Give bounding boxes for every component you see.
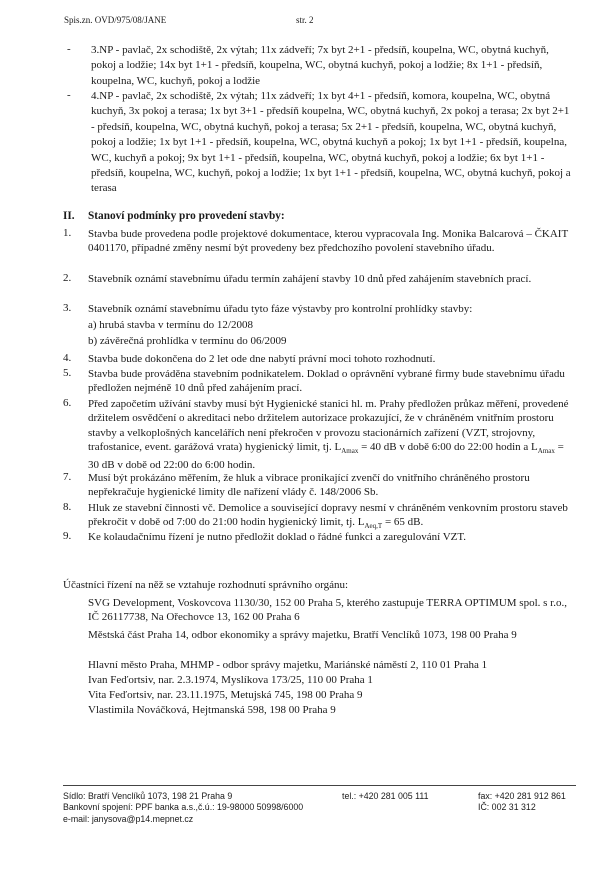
condition-number: 5. (63, 367, 72, 379)
footer-ic: IČ: 002 31 312 (478, 802, 536, 813)
condition-text: Stavebník oznámí stavebnímu úřadu tyto fáze výstavby pro kontrolní prohlídky stavby: (88, 303, 473, 315)
condition-text: Ke kolaudačnímu řízení je nutno předložit doklad o řádné funkci a zaregulování VZT. (88, 531, 467, 543)
footer-fax: fax: +420 281 912 861 (478, 791, 566, 801)
condition-text: Stavba bude dokončena do 2 let ode dne nabytí právní moci tohoto rozhodnutí. (88, 353, 436, 365)
participant-item: SVG Development, Voskovcova 1130/30, 152 00 Praha 5, kterého zastupuje TERRA OPTIMUM spol. s r.o., IČ 26117738, Na Ořechovce 13, 162 00 Praha 6 (88, 597, 567, 624)
section-number: II. (63, 210, 75, 222)
footer-bank: Bankovní spojení: PPF banka a.s.,č.ú.: 19-98000 50998/6000 (63, 802, 304, 813)
phase-item: b) závěrečná prohlídka v termínu do 06/2009 (88, 335, 287, 347)
condition-text-part: = 40 dB v době 6:00 do 22:00 hodin a L (358, 440, 538, 453)
list-dash: - (67, 89, 71, 101)
list-dash: - (67, 43, 71, 55)
footer-left (63, 791, 333, 825)
condition-text-part: = 65 dB. (382, 516, 424, 529)
participant-item: Vita Feďortsiv, nar. 23.11.1975, Metujská 745, 198 00 Praha 9 (88, 689, 363, 701)
page-number: str. 2 (296, 15, 314, 25)
footer-middle (342, 791, 472, 802)
condition-text (88, 397, 574, 473)
subscript: Aeq,T (364, 522, 383, 531)
condition-number: 7. (63, 471, 72, 483)
condition-text-part: Hluk ze stavební činnosti vč. Demolice a související dopravy nesmí v chráněném venkovním prostoru staveb překročit v době od 7:00 do 21:00 hodin hygienický limit, tj. L (88, 502, 568, 529)
participants-heading: Účastníci řízení na něž se vztahuje rozhodnutí správního orgánu: (63, 579, 349, 591)
condition-text: Stavba bude provedena podle projektové dokumentace, kterou vypracovala Ing. Monika Balcarová – ČKAIT 0401170, případné změny nesmí být provedeny bez předchozího povolení stavebního úřadu. (88, 228, 568, 255)
floor-3np-description: 3.NP - pavlač, 2x schodiště, 2x výtah; 11x zádveří; 7x byt 2+1 - předsíň, koupelna, WC, obytná kuchyň, pokoj a lodžie; 14x byt 1+1 - předsíň, koupelna, WC, obytná kuchyň, pokoj a lodžie; 8x 1+1 - předsíň, koupelna, WC, kuchyň, pokoj a lodžie (91, 44, 549, 87)
participant-item: Hlavní město Praha, MHMP - odbor správy majetku, Mariánské náměstí 2, 110 01 Praha 1 (88, 659, 488, 671)
condition-number: 4. (63, 352, 72, 364)
participant-item: Ivan Feďortsiv, nar. 2.3.1974, Myslíkova 173/25, 110 00 Praha 1 (88, 674, 373, 686)
document-reference: Spis.zn. OVD/975/08/JANE (64, 15, 167, 25)
phase-item: a) hrubá stavba v termínu do 12/2008 (88, 319, 253, 331)
footer-divider (63, 785, 576, 786)
condition-number: 6. (63, 397, 72, 409)
section-title: Stanoví podmínky pro provedení stavby: (88, 210, 285, 222)
footer-address: Sídlo: Bratří Venclíků 1073, 198 21 Praha 9 (63, 791, 233, 801)
participant-item: Městská část Praha 14, odbor ekonomiky a správy majetku, Bratří Venclíků 1073, 198 00 Praha 9 (88, 629, 517, 641)
subscript: Amax (537, 447, 555, 456)
condition-text-part: = 30 dB v době od 22:00 do 6:00 hodin. (88, 440, 564, 472)
condition-number: 1. (63, 227, 72, 239)
condition-text: Stavba bude prováděna stavebním podnikatelem. Doklad o oprávnění vybrané firmy bude stavebnímu úřadu předložen nejméně 10 dnů před zahájením prací. (88, 368, 565, 395)
condition-text: Stavebník oznámí stavebnímu úřadu termín zahájení stavby 10 dnů před zahájením stavebních prací. (88, 273, 532, 285)
footer-right (478, 791, 578, 814)
condition-text-part: Před započetím užívání stavby musí být Hygienické stanici hl. m. Prahy předložen průkaz měření, provedené držitelem osvědčení o akreditaci nebo držitelem autorizace prokazující, že v chráněném vnitřním prostoru stavby a velkoplošných kancelářích není překročen v provozu stacionárních zařízení (VZT, strojovny, trafostanice, event. garážová vrata) hygienický limit, tj. L (88, 398, 569, 453)
footer-tel: tel.: +420 281 005 111 (342, 791, 429, 801)
condition-text (88, 501, 574, 534)
condition-number: 2. (63, 272, 72, 284)
floor-4np-description: 4.NP - pavlač, 2x schodiště, 2x výtah; 11x zádveří; 1x byt 4+1 - předsíň, komora, koupelna, WC, obytná kuchyň, 3x pokoj a terasa; 1x byt 3+1 - předsíň koupelna, WC, obytná kuchyň, 2x pokoj a terasa; 2x byt 2+1 - předsíň, koupelna, WC, obytná kuchyň, pokoj a terasa; 5x 2+1 - předsíň, koupelna, WC, obytná kuchyň, pokoj a lodžie; 1x byt 1+1 - předsíň, koupelna, WC, obytná kuchyň a pokoj; 1x byt 1+1 - předsíň, koupelna, WC, kuchyň a pokoj; 9x byt 1+1 - předsíň, koupelna, WC, obytná kuchyň, pokoj a lodžie; 6x byt 1+1 - předsíň, koupelna, WC, kuchyň, pokoj a lodžie; 1x byt 1+1 - předsíň, koupelna, WC, obytná kuchyň, pokoj a terasa (91, 90, 571, 195)
subscript: Amax (341, 447, 359, 456)
participant-item: Vlastimila Nováčková, Hejtmanská 598, 198 00 Praha 9 (88, 704, 336, 716)
condition-text: Musí být prokázáno měřením, že hluk a vibrace pronikající zvenčí do vnitřního chráněného prostoru nepřekračuje hygienické limity dle nařízení vlády č. 148/2006 Sb. (88, 472, 530, 499)
condition-number: 3. (63, 302, 72, 314)
condition-number: 9. (63, 530, 72, 542)
footer-email: e-mail: janysova@p14.mepnet.cz (63, 813, 194, 824)
condition-number: 8. (63, 501, 72, 513)
